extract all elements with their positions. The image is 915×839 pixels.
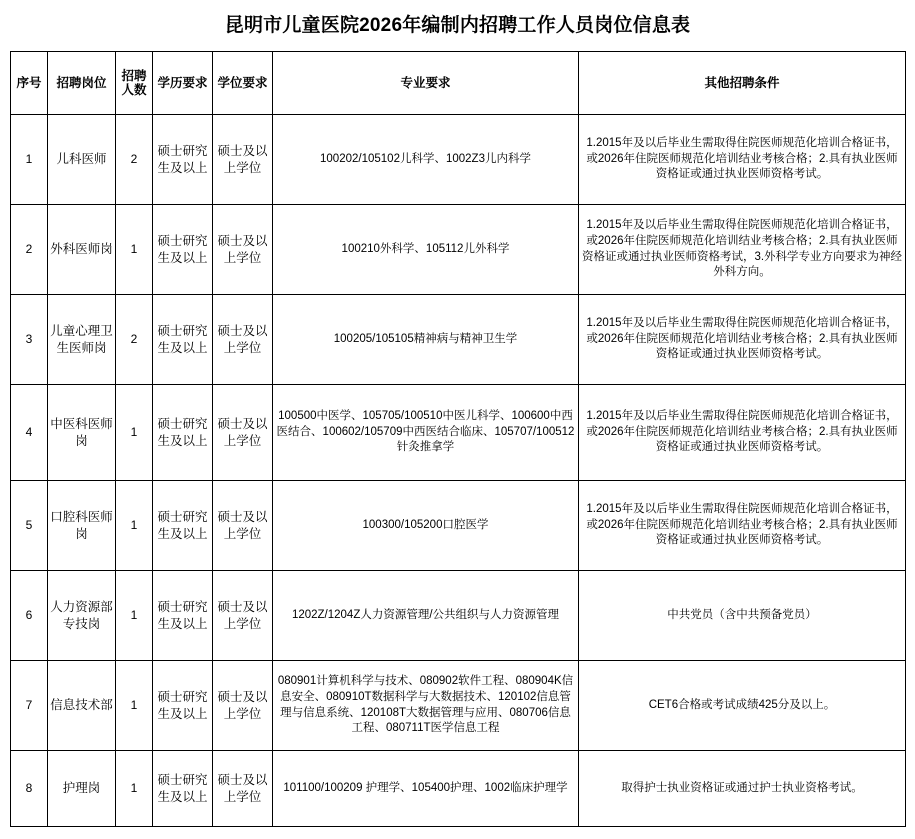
cell-other: 取得护士执业资格证或通过护士执业资格考试。 [579,751,906,827]
table-row [11,751,906,827]
cell-degree: 硕士及以上学位 [213,481,273,571]
cell-degree: 硕士及以上学位 [213,661,273,751]
cell-post: 儿科医师 [48,115,116,205]
cell-education: 硕士研究生及以上 [153,481,213,571]
column-header-count [116,52,153,115]
table-row [11,571,906,661]
cell-degree: 硕士及以上学位 [213,751,273,827]
cell-degree: 硕士及以上学位 [213,571,273,661]
cell-seq: 7 [11,661,48,751]
table-header-row [11,52,906,115]
cell-seq: 5 [11,481,48,571]
cell-other: 1.2015年及以后毕业生需取得住院医师规范化培训合格证书，或2026年住院医师规范化培训结业考核合格；2.具有执业医师资格证或通过执业医师资格考试。 [579,115,906,205]
table-header [11,52,906,115]
cell-major: 100500中医学、105705/100510中医儿科学、100600中西医结合、100602/105709中西医结合临床、105707/100512针灸推拿学 [273,385,579,481]
cell-major: 101100/100209 护理学、105400护理、1002临床护理学 [273,751,579,827]
table-row [11,385,906,481]
cell-count: 1 [116,205,153,295]
cell-major: 1202Z/1204Z人力资源管理/公共组织与人力资源管理 [273,571,579,661]
cell-seq: 2 [11,205,48,295]
cell-post: 口腔科医师岗 [48,481,116,571]
column-header-count-line1: 招聘 [121,68,147,83]
cell-seq: 8 [11,751,48,827]
column-header-seq: 序号 [11,52,48,115]
cell-count: 2 [116,295,153,385]
cell-post: 儿童心理卫生医师岗 [48,295,116,385]
cell-education: 硕士研究生及以上 [153,661,213,751]
cell-major: 100210外科学、105112儿外科学 [273,205,579,295]
table-row [11,481,906,571]
cell-education: 硕士研究生及以上 [153,295,213,385]
cell-seq: 3 [11,295,48,385]
cell-major: 100202/105102儿科学、1002Z3儿内科学 [273,115,579,205]
cell-degree: 硕士及以上学位 [213,385,273,481]
cell-count: 1 [116,385,153,481]
column-header-major: 专业要求 [273,52,579,115]
cell-seq: 4 [11,385,48,481]
cell-post: 护理岗 [48,751,116,827]
cell-education: 硕士研究生及以上 [153,205,213,295]
cell-degree: 硕士及以上学位 [213,295,273,385]
cell-other: 中共党员（含中共预备党员） [579,571,906,661]
column-header-post: 招聘岗位 [48,52,116,115]
table-row [11,661,906,751]
table-row [11,205,906,295]
cell-post: 外科医师岗 [48,205,116,295]
cell-count: 1 [116,751,153,827]
cell-other: CET6合格或考试成绩425分及以上。 [579,661,906,751]
cell-count: 1 [116,571,153,661]
cell-count: 2 [116,115,153,205]
cell-count: 1 [116,481,153,571]
column-header-degree: 学位要求 [213,52,273,115]
page-title: 昆明市儿童医院2026年编制内招聘工作人员岗位信息表 [224,15,691,36]
cell-major: 100300/105200口腔医学 [273,481,579,571]
cell-count: 1 [116,661,153,751]
column-header-count-line2: 人数 [121,83,147,97]
cell-post: 人力资源部专技岗 [48,571,116,661]
cell-other: 1.2015年及以后毕业生需取得住院医师规范化培训合格证书，或2026年住院医师规范化培训结业考核合格；2.具有执业医师资格证或通过执业医师资格考试。 [579,481,906,571]
cell-seq: 1 [11,115,48,205]
cell-education: 硕士研究生及以上 [153,571,213,661]
cell-post: 信息技术部 [48,661,116,751]
cell-degree: 硕士及以上学位 [213,205,273,295]
table-row [11,295,906,385]
cell-major: 080901计算机科学与技术、080902软件工程、080904K信息安全、080910T数据科学与大数据技术、120102信息管理与信息系统、120108T大数据管理与应用、080706信息工程、080711T医学信息工程 [273,661,579,751]
cell-degree: 硕士及以上学位 [213,115,273,205]
cell-education: 硕士研究生及以上 [153,751,213,827]
cell-other: 1.2015年及以后毕业生需取得住院医师规范化培训合格证书，或2026年住院医师规范化培训结业考核合格；2.具有执业医师资格证或通过执业医师资格考试，3.外科学专业方向要求为神经外科方向。 [579,205,906,295]
table-body [11,115,906,827]
recruitment-positions-table [10,51,906,827]
cell-education: 硕士研究生及以上 [153,385,213,481]
cell-post: 中医科医师岗 [48,385,116,481]
column-header-education: 学历要求 [153,52,213,115]
cell-major: 100205/105105精神病与精神卫生学 [273,295,579,385]
cell-other: 1.2015年及以后毕业生需取得住院医师规范化培训合格证书，或2026年住院医师规范化培训结业考核合格；2.具有执业医师资格证或通过执业医师资格考试。 [579,385,906,481]
table-row [11,115,906,205]
cell-education: 硕士研究生及以上 [153,115,213,205]
cell-other: 1.2015年及以后毕业生需取得住院医师规范化培训合格证书，或2026年住院医师规范化培训结业考核合格；2.具有执业医师资格证或通过执业医师资格考试。 [579,295,906,385]
cell-seq: 6 [11,571,48,661]
column-header-other: 其他招聘条件 [579,52,906,115]
